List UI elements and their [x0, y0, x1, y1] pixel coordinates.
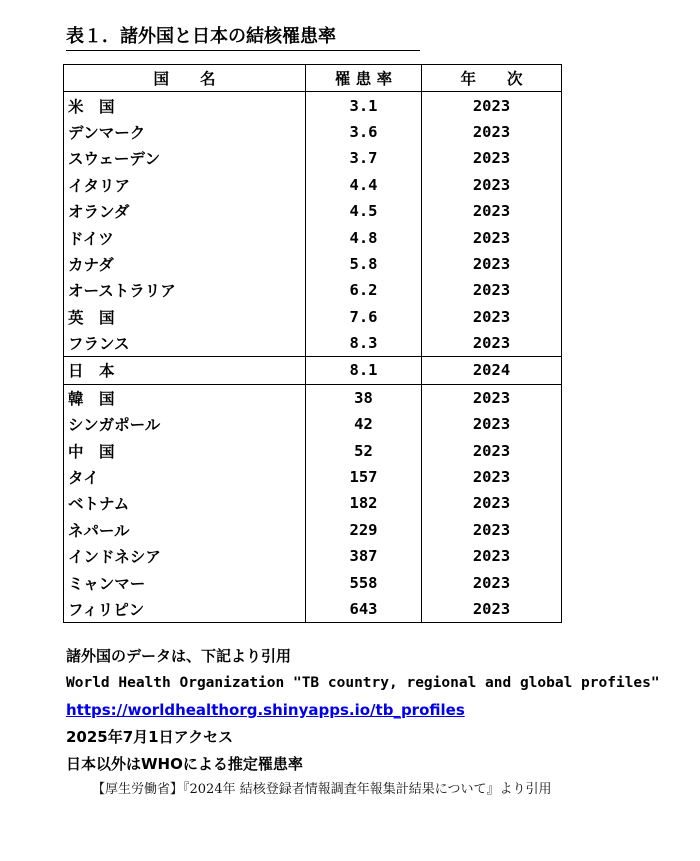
rate-cell: 157 [306, 464, 422, 490]
notes [66, 643, 686, 778]
country-cell: フィリピン [64, 596, 306, 623]
country-cell: ベトナム [64, 490, 306, 516]
estimate-note: 日本以外はWHOによる推定罹患率 [66, 755, 303, 773]
country-cell: 中 国 [64, 437, 306, 463]
header-year: 年 次 [422, 65, 562, 92]
country-cell: 米 国 [64, 92, 306, 119]
table-row [64, 517, 562, 543]
rate-cell: 558 [306, 569, 422, 595]
year-cell: 2023 [422, 596, 562, 623]
year-cell: 2023 [422, 304, 562, 330]
rate-cell: 7.6 [306, 304, 422, 330]
rate-cell: 643 [306, 596, 422, 623]
rate-cell: 182 [306, 490, 422, 516]
rate-cell: 38 [306, 384, 422, 411]
table-row [64, 145, 562, 171]
country-cell: シンガポール [64, 411, 306, 437]
year-cell: 2023 [422, 119, 562, 145]
country-cell: インドネシア [64, 543, 306, 569]
country-cell: 日 本 [64, 357, 306, 384]
year-cell: 2023 [422, 517, 562, 543]
country-cell: ミャンマー [64, 569, 306, 595]
year-cell: 2023 [422, 543, 562, 569]
source-credit: 【厚生労働省】『2024年 結核登録者情報調査年報集計結果について』より引用 [92, 782, 552, 797]
table-row [64, 92, 562, 119]
year-cell: 2023 [422, 330, 562, 357]
year-cell: 2023 [422, 464, 562, 490]
country-cell: イタリア [64, 172, 306, 198]
country-cell: スウェーデン [64, 145, 306, 171]
table-row [64, 596, 562, 623]
citation-intro: 諸外国のデータは、下記より引用 [66, 647, 292, 665]
year-cell: 2023 [422, 411, 562, 437]
who-title: World Health Organization "TB country, regional and global profiles" [66, 675, 660, 691]
year-cell: 2023 [422, 251, 562, 277]
table-header-row [64, 65, 562, 92]
year-cell: 2023 [422, 92, 562, 119]
country-cell: ネパール [64, 517, 306, 543]
rate-cell: 387 [306, 543, 422, 569]
table-row [64, 411, 562, 437]
table-row [64, 543, 562, 569]
year-cell: 2023 [422, 384, 562, 411]
country-cell: カナダ [64, 251, 306, 277]
year-cell: 2023 [422, 224, 562, 250]
header-rate: 罹 患 率 [306, 65, 422, 92]
table-title: 表１．諸外国と日本の結核罹患率 [66, 26, 420, 51]
table-row [64, 384, 562, 411]
header-country: 国 名 [64, 65, 306, 92]
table-row [64, 464, 562, 490]
table-row [64, 251, 562, 277]
rate-cell: 52 [306, 437, 422, 463]
rate-cell: 229 [306, 517, 422, 543]
country-cell: オーストラリア [64, 277, 306, 303]
table-row [64, 490, 562, 516]
year-cell: 2023 [422, 277, 562, 303]
year-cell: 2023 [422, 569, 562, 595]
rate-cell: 5.8 [306, 251, 422, 277]
rate-cell: 3.7 [306, 145, 422, 171]
country-cell: 韓 国 [64, 384, 306, 411]
year-cell: 2024 [422, 357, 562, 384]
table-row [64, 330, 562, 357]
table-row [64, 569, 562, 595]
table-row [64, 277, 562, 303]
table-row [64, 198, 562, 224]
table-row [64, 304, 562, 330]
country-cell: フランス [64, 330, 306, 357]
table-row [64, 357, 562, 384]
rate-cell: 8.1 [306, 357, 422, 384]
rate-cell: 3.1 [306, 92, 422, 119]
rate-cell: 3.6 [306, 119, 422, 145]
rate-cell: 6.2 [306, 277, 422, 303]
source-link[interactable]: https://worldhealthorg.shinyapps.io/tb_profiles [66, 701, 465, 719]
rate-cell: 4.4 [306, 172, 422, 198]
country-cell: オランダ [64, 198, 306, 224]
year-cell: 2023 [422, 437, 562, 463]
rate-cell: 42 [306, 411, 422, 437]
table-row [64, 172, 562, 198]
year-cell: 2023 [422, 198, 562, 224]
table-row [64, 437, 562, 463]
table-row [64, 224, 562, 250]
year-cell: 2023 [422, 172, 562, 198]
rate-cell: 4.5 [306, 198, 422, 224]
rate-cell: 4.8 [306, 224, 422, 250]
country-cell: 英 国 [64, 304, 306, 330]
country-cell: デンマーク [64, 119, 306, 145]
year-cell: 2023 [422, 490, 562, 516]
rate-cell: 8.3 [306, 330, 422, 357]
tb-incidence-table [63, 64, 562, 623]
year-cell: 2023 [422, 145, 562, 171]
table-row [64, 119, 562, 145]
country-cell: タイ [64, 464, 306, 490]
access-date: 2025年7月1日アクセス [66, 728, 234, 746]
country-cell: ドイツ [64, 224, 306, 250]
